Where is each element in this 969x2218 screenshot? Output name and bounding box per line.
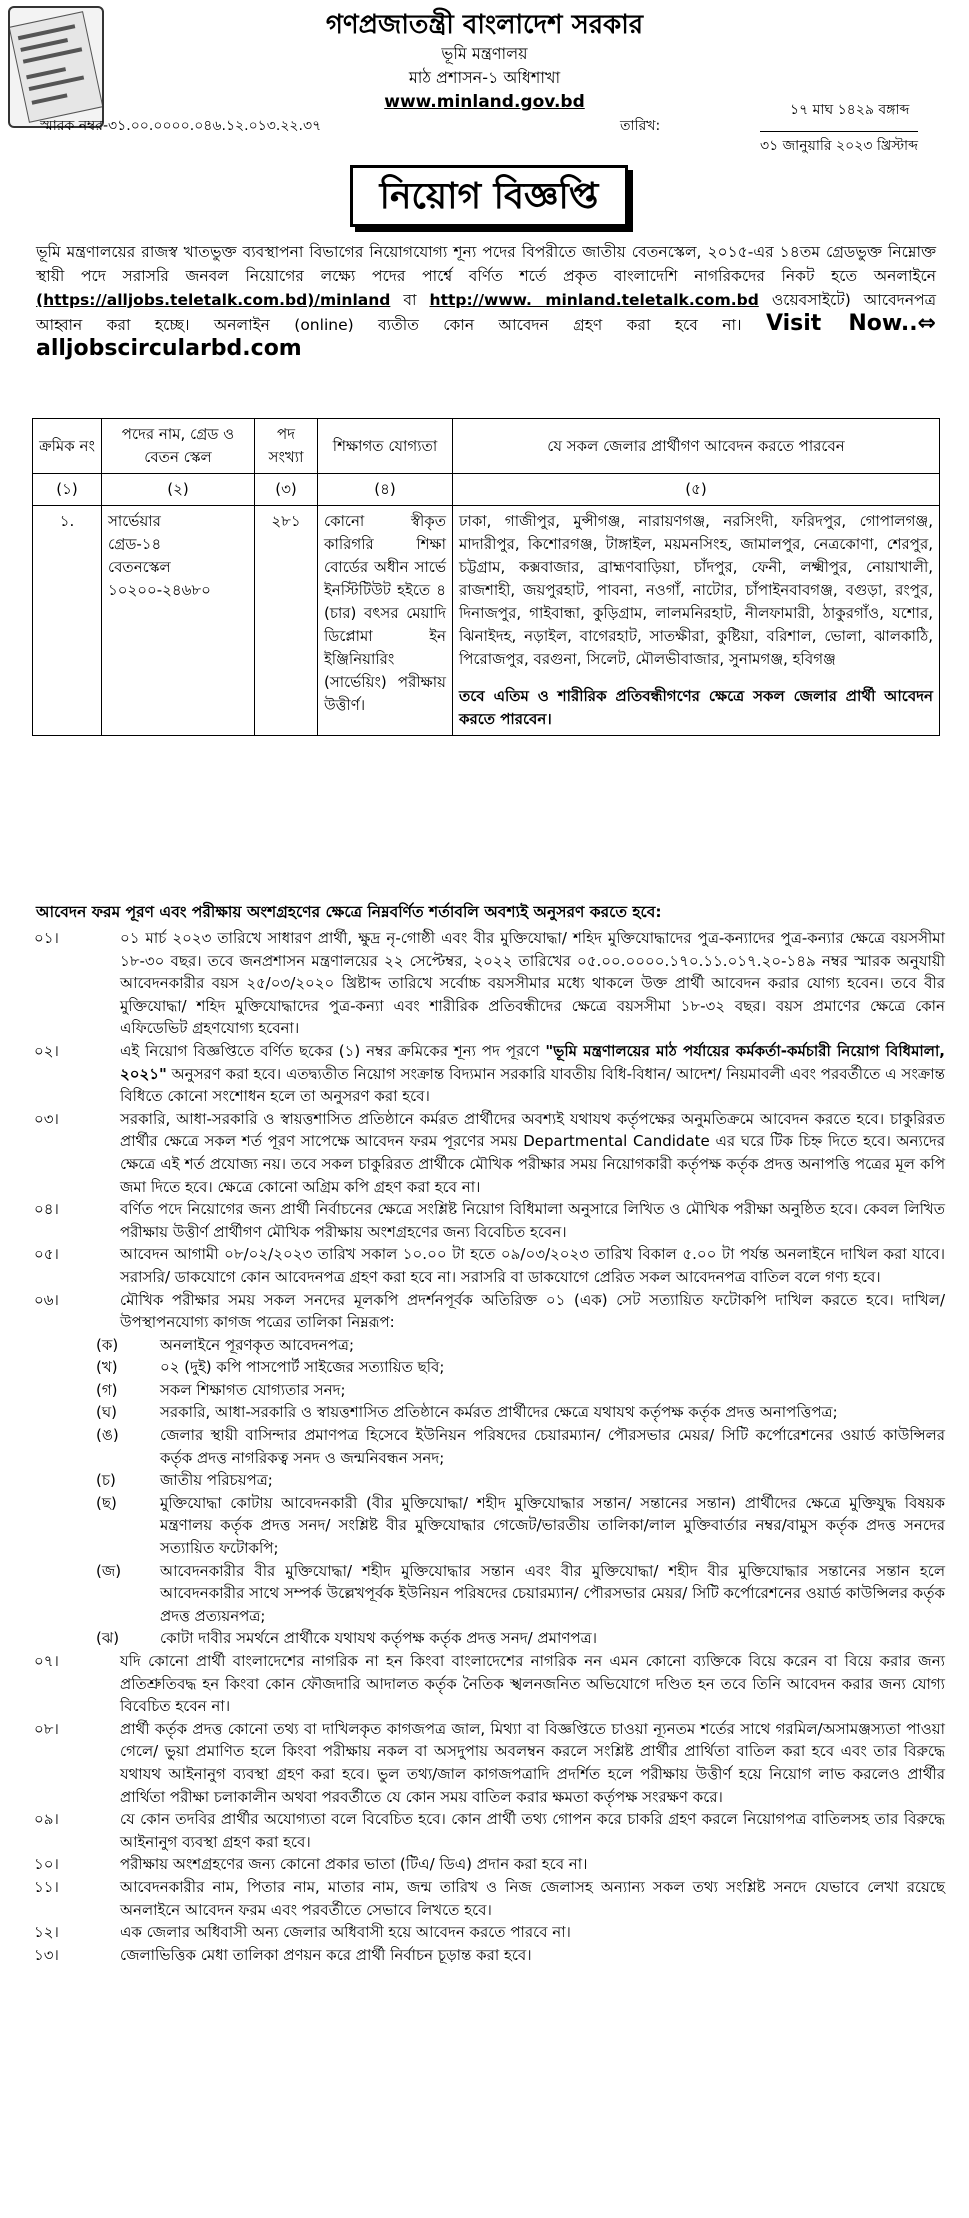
government-name: গণপ্রজাতন্ত্রী বাংলাদেশ সরকার — [325, 10, 644, 40]
condition-item — [30, 1289, 945, 1334]
condition-item — [30, 1198, 945, 1243]
document-mark: (জ) — [96, 1561, 122, 1580]
condition-item — [30, 1808, 945, 1853]
document-item — [90, 1401, 945, 1424]
condition-number: ০১। — [34, 929, 59, 947]
document-list — [30, 1334, 945, 1650]
condition-number: ০৫। — [34, 1245, 59, 1264]
condition-item — [30, 1650, 945, 1718]
website-link[interactable]: www.minland.gov.bd — [384, 92, 585, 112]
post-scale-label: বেতনস্কেল — [108, 558, 171, 576]
document-mark: (চ) — [96, 1471, 116, 1490]
post-grade: গ্রেড-১৪ — [108, 535, 162, 553]
document-mark: (ছ) — [96, 1493, 117, 1512]
post-name: সার্ভেয়ার — [108, 512, 161, 530]
col-number: (২) — [102, 474, 255, 506]
document-mark: (ঘ) — [96, 1403, 117, 1422]
condition-item — [30, 1876, 945, 1921]
condition-item — [30, 1921, 945, 1944]
conditions-list — [30, 927, 945, 1966]
row-serial: ১. — [33, 506, 102, 736]
document-item — [90, 1560, 945, 1628]
vacancy-table — [32, 418, 940, 736]
condition-item — [30, 1944, 945, 1967]
document-item — [90, 1379, 945, 1402]
document-item — [90, 1334, 945, 1357]
condition-text: মৌখিক পরীক্ষার সময় সকল সনদের মূলকপি প্রদর্শনপূর্বক অতিরিক্ত ০১ (এক) সেট সত্যায়িত ফটোকপি দাখিল করতে হবে। দাখিল/ উপস্থাপনযোগ্য কাগজ পত্রের তালিকা নিম্নরূপ: — [120, 1290, 945, 1332]
condition-number: ১০। — [34, 1855, 59, 1874]
branch-name: মাঠ প্রশাসন-১ অধিশাখা — [408, 68, 561, 87]
condition-number: ০৯। — [34, 1810, 59, 1829]
document-text: আবেদনকারীর বীর মুক্তিযোদ্ধা/ শহীদ মুক্তিযোদ্ধার সন্তান এবং বীর মুক্তিযোদ্ধা/ শহীদ বীর মুক্তিযোদ্ধার সন্তানের সন্তান হলে আবেদনকারীর সাথে সম্পর্ক উল্লেখপূর্বক ইউনিয়ন পরিষদের চেয়ারম্যান/ পৌরসভার মেয়র/ সিটি কর্পোরেশনের ওয়ার্ড কাউন্সিলর কর্তৃক প্রদত্ত প্রত্যয়নপত্র; — [160, 1561, 945, 1625]
condition-text: পরীক্ষায় অংশগ্রহণের জন্য কোনো প্রকার ভাতা (টিএ/ ডিএ) প্রদান করা হবে না। — [120, 1855, 588, 1874]
condition-text: আবেদন আগামী ০৮/০২/২০২৩ তারিখ সকাল ১০.০০ টা হতে ০৯/০৩/২০২৩ তারিখ বিকাল ৫.০০ টা পর্যন্ত অনলাইনে দাখিল করা যাবে। সরাসরি/ ডাকযোগে কোন আবেদনপত্র গ্রহণ করা হবে না। সরাসরি বা ডাকযোগে প্রেরিত সকল আবেদনপত্র বাতিল বলে গণ্য হবে। — [120, 1245, 945, 1286]
visit-now-banner: Visit Now..⇔ alljobscircularbd.com — [36, 311, 936, 361]
condition-number: ০৮। — [34, 1719, 59, 1738]
document-mark: (ঝ) — [96, 1629, 120, 1648]
district-note: তবে এতিম ও শারীরিক প্রতিবন্ধীগণের ক্ষেত্রে সকল জেলার প্রার্থী আবেদন করতে পারবেন। — [459, 687, 933, 728]
condition-number: ০৭। — [34, 1652, 59, 1670]
condition-text: যে কোন তদবির প্রার্থীর অযোগ্যতা বলে বিবেচিত হবে। কোন প্রার্থী তথ্য গোপন করে চাকরি গ্রহণ করলে নিয়োগপত্র বাতিলসহ তার বিরুদ্ধে আইনানুগ ব্যবস্থা গ্রহণ করা হবে। — [120, 1810, 945, 1851]
condition-text: এই নিয়োগ বিজ্ঞপ্তিতে বর্ণিত ছকের (১) নম্বর ক্রমিকের শূন্য পদ পূরণে — [120, 1041, 540, 1060]
intro-paragraph — [36, 240, 936, 362]
document-item — [90, 1627, 945, 1650]
date-english: ৩১ জানুয়ারি ২০২৩ খ্রিস্টাব্দ — [760, 131, 918, 158]
row-count: ২৮১ — [255, 506, 318, 736]
date-label: তারিখ: — [620, 118, 661, 134]
condition-item — [30, 927, 945, 1040]
row-districts — [453, 506, 940, 736]
document-mark: (খ) — [96, 1358, 118, 1377]
district-list: ঢাকা, গাজীপুর, মুন্সীগঞ্জ, নারায়ণগঞ্জ, নরসিংদী, ফরিদপুর, গোপালগঞ্জ, মাদারীপুর, কিশোরগঞ্জ, টাঙ্গাইল, ময়মনসিংহ, জামালপুর, নেত্রকোণা, শেরপুর, চট্টগ্রাম, কক্সবাজার, ব্রাহ্মণবাড়িয়া, চাঁদপুর, ফেনী, লক্ষ্মীপুর, নোয়াখালী, রাজশাহী, জয়পুরহাট, পাবনা, নওগাঁ, নাটোর, চাঁপাইনবাবগঞ্জ, বগুড়া, রংপুর, দিনাজপুর, গাইবান্ধা, কুড়িগ্রাম, লালমনিরহাট, নীলফামারী, ঠাকুরগাঁও, যশোর, ঝিনাইদহ, নড়াইল, বাগেরহাট, সাতক্ষীরা, কুষ্টিয়া, বরিশাল, ভোলা, ঝালকাঠি, পিরোজপুর, বরগুনা, সিলেট, মৌলভীবাজার, সুনামগঞ্জ, হবিগঞ্জ — [459, 512, 933, 668]
condition-item — [30, 1040, 945, 1108]
col-header-serial: ক্রমিক নং — [33, 419, 102, 474]
document-mark: (ক) — [96, 1335, 119, 1354]
col-header-post: পদের নাম, গ্রেড ও বেতন স্কেল — [102, 419, 255, 474]
condition-number: ১৩। — [34, 1945, 59, 1964]
condition-text: বর্ণিত পদে নিয়োগের জন্য প্রার্থী নির্বাচনের ক্ষেত্রে সংশ্লিষ্ট নিয়োগ বিধিমালা অনুসারে লিখিত ও মৌখিক পরীক্ষা অনুষ্ঠিত হবে। কেবল লিখিত পরীক্ষায় উত্তীর্ণ প্রার্থীগণ মৌখিক পরীক্ষায় অংশগ্রহণের জন্য বিবেচিত হবেন। — [120, 1200, 945, 1241]
condition-number: ১২। — [34, 1923, 59, 1942]
condition-number: ০৬। — [34, 1290, 59, 1309]
col-number: (১) — [33, 474, 102, 506]
condition-item — [30, 1853, 945, 1876]
condition-text: অনুসরণ করা হবে। এতদ্ব্যতীত নিয়োগ সংক্রান্ত বিদ্যমান সরকারি যাবতীয় বিধি-বিধান/ আদেশ/ নিয়মাবলী এবং পরবর্তীতে এ সংক্রান্ত বিধিতে কোনো সংশোধন হলে তা অনুসরণ করা হবে। — [120, 1064, 946, 1106]
teletalk-link-1[interactable]: (https://alljobs.teletalk.com.bd)/minland — [36, 291, 391, 309]
condition-text: প্রার্থী কর্তৃক প্রদত্ত কোনো তথ্য বা দাখিলকৃত কাগজপত্র জাল, মিথ্যা বা বিজ্ঞপ্তিতে চাওয়া ন্যূনতম শর্তের সাথে গরমিল/অসামঞ্জস্যতা পাওয়া গেলে/ ভুয়া প্রমাণিত হলে কিংবা পরীক্ষায় নকল বা অসদুপায় অবলম্বন করলে সংশ্লিষ্ট প্রার্থীর প্রার্থিতা বাতিল করা হবে এবং তার বিরুদ্ধে যথাযথ আইনানুগ ব্যবস্থা গ্রহণ করা হবে। ভুল তথ্য/জাল কাগজপত্রাদি প্রদর্শিত হলে পরীক্ষায় উত্তীর্ণ হয়ে নিয়োগ লাভ করলেও প্রার্থীর প্রার্থিতা পরীক্ষা চলাকালীন অথবা পরবর্তীতে যে কোন সময় বাতিল করার ক্ষমতা কর্তৃপক্ষ সংরক্ষণ করে। — [120, 1719, 945, 1806]
condition-number: ০২। — [34, 1041, 59, 1060]
condition-item — [30, 1108, 945, 1198]
post-scale: ১০২০০-২৪৬৮০ — [108, 581, 211, 599]
condition-text: যদি কোনো প্রার্থী বাংলাদেশের নাগরিক না হন কিংবা বাংলাদেশের নাগরিক নন এমন কোনো ব্যক্তিকে বিয়ে করেন বা বিয়ে করার জন্য প্রতিশ্রুতিবদ্ধ হন কিংবা কোন ফৌজদারি আদালত কর্তৃক নৈতিক স্খলনজনিত অভিযোগে দণ্ডিত হন তবে তিনি আবেদন করার জন্য যোগ্য বিবেচিত হবেন না। — [120, 1652, 945, 1716]
document-text: জাতীয় পরিচয়পত্র; — [160, 1471, 273, 1490]
col-number: (৩) — [255, 474, 318, 506]
document-text: সরকারি, আধা-সরকারি ও স্বায়ত্তশাসিত প্রতিষ্ঠানে কর্মরত প্রার্থীদের ক্ষেত্রে যথাযথ কর্তৃপক্ষ কর্তৃক প্রদত্ত অনাপত্তিপত্র; — [160, 1403, 838, 1422]
date-bangla: ১৭ মাঘ ১৪২৯ বঙ্গাব্দ — [790, 102, 910, 118]
conditions-header: আবেদন ফরম পূরণ এবং পরীক্ষায় অংশগ্রহণের ক্ষেত্রে নিম্নবর্ণিত শর্তাবলি অবশ্যই অনুসরণ করতে হবে: — [36, 903, 662, 921]
document-text: জেলার স্থায়ী বাসিন্দার প্রমাণপত্র হিসেবে ইউনিয়ন পরিষদের চেয়ারম্যান/ পৌরসভার মেয়র/ সিটি কর্পোরেশনের ওয়ার্ড কাউন্সিলর কর্তৃক প্রদত্ত নাগরিকত্ব সনদ ও জন্মনিবন্ধন সনদ; — [160, 1426, 945, 1467]
col-number: (৪) — [318, 474, 453, 506]
memo-number: স্মারক নম্বর-৩১.০০.০০০০.০৪৬.১২.০১৩.২২.৩৭ — [40, 118, 322, 134]
condition-text: এক জেলার অধিবাসী অন্য জেলার অধিবাসী হয়ে আবেদন করতে পারবে না। — [120, 1923, 571, 1942]
intro-text-2: বা — [403, 291, 417, 309]
document-mark: (গ) — [96, 1380, 118, 1399]
document-item — [90, 1356, 945, 1379]
col-number: (৫) — [453, 474, 940, 506]
document-item — [90, 1469, 945, 1492]
intro-text-1: ভূমি মন্ত্রণালয়ের রাজস্ব খাতভুক্ত ব্যবস্থাপনা বিভাগের নিয়োগযোগ্য শূন্য পদের বিপরীতে জাতীয় বেতনস্কেল, ২০১৫-এর ১৪তম গ্রেডভুক্ত নিম্নোক্ত স্থায়ী পদে সরাসরি জনবল নিয়োগের লক্ষ্যে পদের পার্শ্বে বর্ণিত শর্তে প্রকৃত বাংলাদেশি নাগরিকদের নিকট হতে অনলাইনে — [36, 243, 936, 285]
column-number-row — [33, 474, 940, 506]
document-text: কোটা দাবীর সমর্থনে প্রার্থীকে যথাযথ কর্তৃপক্ষ কর্তৃক প্রদত্ত সনদ/ প্রমাণপত্র। — [160, 1629, 597, 1648]
document-item — [90, 1424, 945, 1469]
col-header-districts: যে সকল জেলার প্রার্থীগণ আবেদন করতে পারবেন — [453, 419, 940, 474]
teletalk-link-2[interactable]: http://www. minland.teletalk.com.bd — [429, 291, 759, 309]
ministry-name: ভূমি মন্ত্রণালয় — [441, 44, 528, 63]
rules-name: "ভূমি মন্ত্রণালয়ের মাঠ পর্যায়ের কর্মকর্তা-কর্মচারী নিয়োগ বিধিমালা, ২০২১" — [120, 1041, 945, 1083]
row-qualification: কোনো স্বীকৃত কারিগরি শিক্ষা বোর্ডের অধীন সার্ভে ইনস্টিটিউট হইতে ৪ (চার) বৎসর মেয়াদি ডিপ্লোমা ইন ইঞ্জিনিয়ারিং (সার্ভেয়িং) পরীক্ষায় উত্তীর্ণ। — [318, 506, 453, 736]
document-text: অনলাইনে পূরণকৃত আবেদনপত্র; — [160, 1335, 355, 1354]
condition-number: ০৪। — [34, 1200, 59, 1219]
intro-text-3: ওয়েবসাইটে) আবেদনপত্র আহ্বান করা হচ্ছে। অনলাইন (online) ব্যতীত কোন আবেদন গ্রহণ করা হবে না। — [36, 291, 936, 334]
col-header-count: পদ সংখ্যা — [255, 419, 318, 474]
condition-number: ১১। — [34, 1877, 59, 1896]
condition-number: ০৩। — [34, 1109, 59, 1128]
condition-item — [30, 1243, 945, 1288]
condition-text: আবেদনকারীর নাম, পিতার নাম, মাতার নাম, জন্ম তারিখ ও নিজ জেলাসহ অন্যান্য সকল তথ্য সংশ্লিষ্ট সনদে যেভাবে লেখা রয়েছে অনলাইনে আবেদন ফরম এবং পরবর্তীতে সেভাবে লিখতে হবে। — [120, 1877, 945, 1919]
document-text: ০২ (দুই) কপি পাসপোর্ট সাইজের সত্যায়িত ছবি; — [160, 1358, 445, 1377]
document-text: মুক্তিযোদ্ধা কোটায় আবেদনকারী (বীর মুক্তিযোদ্ধা/ শহীদ মুক্তিযোদ্ধার সন্তান/ সন্তানের সন্তান) প্রার্থীদের ক্ষেত্রে মুক্তিযুদ্ধ বিষয়ক মন্ত্রণালয় কর্তৃক প্রদত্ত সনদ/ সংশ্লিষ্ট বীর মুক্তিযোদ্ধার গেজেট/ভারতীয় তালিকা/লাল মুক্তিবার্তার নম্বর/বামুস কর্তৃক প্রদত্ত সনদের সত্যায়িত ফটোকপি; — [160, 1493, 945, 1558]
document-text: সকল শিক্ষাগত যোগ্যতার সনদ; — [160, 1380, 346, 1399]
document-item — [90, 1492, 945, 1560]
condition-text: ০১ মার্চ ২০২৩ তারিখে সাধারণ প্রার্থী, ক্ষুদ্র নৃ-গোষ্ঠী এবং বীর মুক্তিযোদ্ধা/ শহিদ মুক্তিযোদ্ধাদের পুত্র-কন্যাদের পুত্র-কন্যার ক্ষেত্রে বয়সসীমা ১৮-৩০ বছর। তবে জনপ্রশাসন মন্ত্রণালয়ের ২২ সেপ্টেম্বর, ২০২২ তারিখের ০৫.০০.০০০০.১৭০.১১.০১৭.২০-১৪৯ নম্বর স্মারক অনুযায়ী আবেদনকারীর বয়স ২৫/০৩/২০২০ খ্রিষ্টাব্দ তারিখে সর্বোচ্চ বয়সসীমার মধ্যে থাকলে উক্ত প্রার্থী আবেদন করার যোগ্য হবেন। তবে বীর মুক্তিযোদ্ধা/ শহিদ মুক্তিযোদ্ধাদের পুত্র-কন্যা এবং শারীরিক প্রতিবন্ধীদের ক্ষেত্রে বয়সসীমা ১৮-৩২ বছর। বয়স প্রমাণের ক্ষেত্রে কোন এফিডেভিট গ্রহণযোগ্য হবেনা। — [120, 929, 945, 1038]
page-title: নিয়োগ বিজ্ঞপ্তি — [350, 165, 628, 227]
table-row — [33, 506, 940, 736]
condition-text: জেলাভিত্তিক মেধা তালিকা প্রণয়ন করে প্রার্থী নির্বাচন চূড়ান্ত করা হবে। — [120, 1945, 532, 1964]
row-post — [102, 506, 255, 736]
condition-text: সরকারি, আধা-সরকারি ও স্বায়ত্তশাসিত প্রতিষ্ঠানে কর্মরত প্রার্থীদের অবশ্যই যথাযথ কর্তৃপক্ষের অনুমতিক্রমে আবেদন করতে হবে। চাকুরিরত প্রার্থীর ক্ষেত্রে সকল শর্ত পূরণ সাপেক্ষে আবেদন ফরম পূরণের সময় Departmental Candidate এর ঘরে টিক চিহ্ন দিতে হবে। অন্যদের ক্ষেত্রে এই শর্ত প্রযোজ্য নয়। তবে সকল চাকুরিরত প্রার্থীকে মৌখিক পরীক্ষার সময় নিয়োগকারী কর্তৃপক্ষ কর্তৃক প্রদত্ত অনাপত্তি পত্রের মূল কপি জমা দিতে হবে। ক্ষেত্রে কোনো অগ্রিম কপি গ্রহণ করা হবে না। — [120, 1109, 945, 1196]
condition-item — [30, 1718, 945, 1808]
document-mark: (ঙ) — [96, 1426, 119, 1445]
table-header-row — [33, 419, 940, 474]
col-header-qualification: শিক্ষাগত যোগ্যতা — [318, 419, 453, 474]
